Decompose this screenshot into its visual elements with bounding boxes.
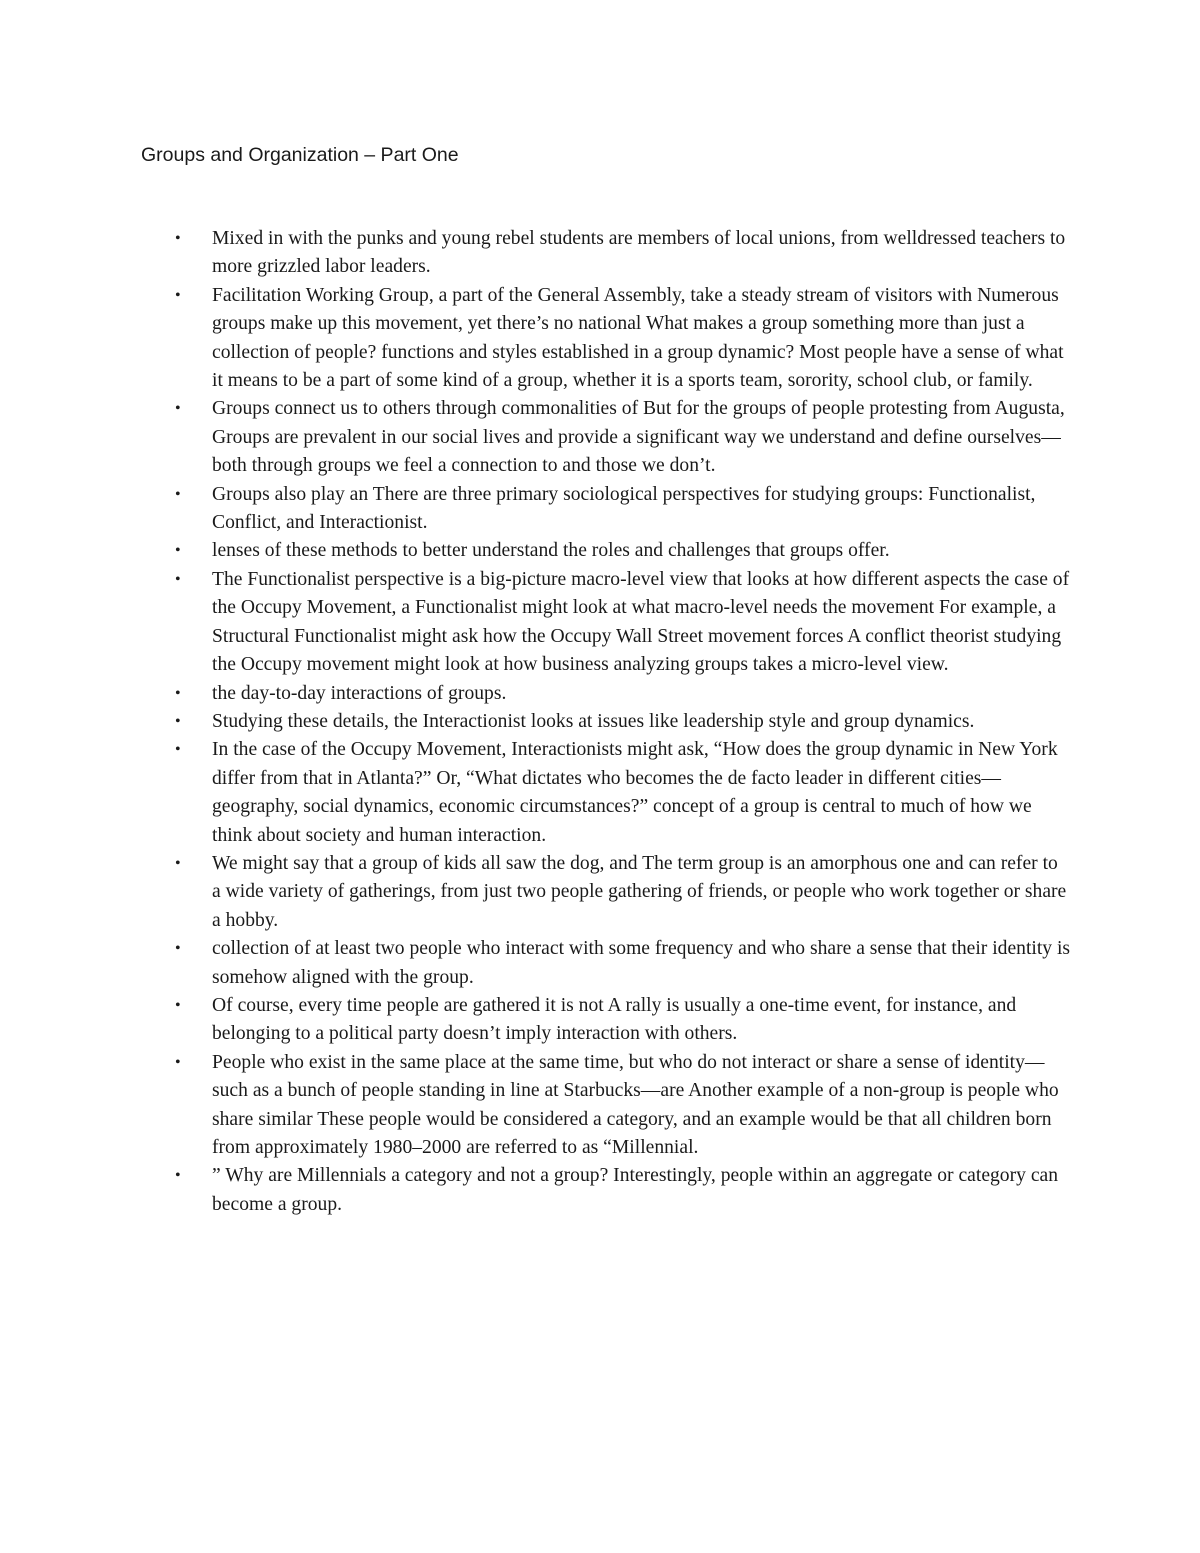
list-item-text: The Functionalist perspective is a big-picture macro-level view that looks at how different aspects the case of the Occupy Movement, a Functionalist might look at what macro-level needs the movement For example, a Structural Functionalist might ask how the Occupy Wall Street movement forces A conflict theorist studying the Occupy movement might look at how business analyzing groups takes a micro-level view. bbox=[212, 568, 1070, 676]
list-item-text: Of course, every time people are gathered it is not A rally is usually a one-time event, for instance, and belonging to a political party doesn’t imply interaction with others. bbox=[212, 994, 1017, 1045]
list-item-text: In the case of the Occupy Movement, Interactionists might ask, “How does the group dynamic in New York differ from that in Atlanta?” Or, “What dictates who becomes the de facto leader in different cities—geography, social dynamics, economic circumstances?” concept of a group is central to much of how we think about society and human interaction. bbox=[212, 739, 1058, 846]
list-item-text: collection of at least two people who interact with some frequency and who share a sense that their identity is somehow aligned with the group. bbox=[212, 938, 1071, 988]
list-item-text: Groups connect us to others through commonalities of But for the groups of people protesting from Augusta, Groups are prevalent in our social lives and provide a significant way we understand and define ourselves—both through groups we feel a connection to and those we don’t. bbox=[212, 398, 1065, 477]
bullet-icon: • bbox=[175, 684, 181, 702]
list-item-text: ” Why are Millennials a category and not a group? Interestingly, people within an aggregate or category can become a group. bbox=[212, 1165, 1059, 1215]
bullet-icon: • bbox=[175, 996, 181, 1014]
list-item-text: Groups also play an There are three primary sociological perspectives for studying groups: Functionalist, Conflict, and Interactionist. bbox=[212, 483, 1036, 534]
bullet-icon: • bbox=[175, 940, 181, 958]
bullet-icon: • bbox=[175, 542, 181, 560]
list-item bbox=[141, 282, 1071, 396]
list-item bbox=[141, 395, 1071, 480]
bullet-icon: • bbox=[175, 854, 181, 872]
list-item bbox=[141, 708, 1071, 736]
list-item-text: lenses of these methods to better understand the roles and challenges that groups offer. bbox=[212, 540, 890, 562]
list-item bbox=[141, 225, 1071, 282]
list-item-text: We might say that a group of kids all saw the dog, and The term group is an amorphous one and can refer to a wide variety of gatherings, from just two people gathering of friends, or people who work together or share a hobby. bbox=[212, 852, 1067, 931]
list-item-text: the day-to-day interactions of groups. bbox=[212, 682, 507, 704]
bullet-icon: • bbox=[175, 570, 181, 588]
list-item bbox=[141, 537, 1071, 565]
list-item-text: Facilitation Working Group, a part of the General Assembly, take a steady stream of visitors with Numerous groups make up this movement, yet there’s no national What makes a group something more than just a collection of people? functions and styles established in a group dynamic? Most people have a sense of what it means to be a part of some kind of a group, whether it is a sports team, sorority, school club, or family. bbox=[212, 284, 1064, 392]
document-title: Groups and Organization – Part One bbox=[141, 144, 459, 166]
list-item bbox=[141, 1162, 1071, 1219]
bullet-icon: • bbox=[175, 1167, 181, 1185]
bullet-icon: • bbox=[175, 1053, 181, 1071]
list-item-text: Mixed in with the punks and young rebel students are members of local unions, from welldressed teachers to more grizzled labor leaders. bbox=[212, 228, 1066, 278]
bullet-icon: • bbox=[175, 712, 181, 730]
bullet-icon: • bbox=[175, 741, 181, 759]
list-item bbox=[141, 992, 1071, 1049]
list-item bbox=[141, 850, 1071, 935]
bullet-icon: • bbox=[175, 286, 181, 304]
bullet-icon: • bbox=[175, 230, 181, 247]
bullet-icon: • bbox=[175, 400, 181, 418]
list-item bbox=[141, 566, 1071, 680]
list-item-text: Studying these details, the Interactionist looks at issues like leadership style and group dynamics. bbox=[212, 710, 975, 732]
list-item bbox=[141, 736, 1071, 850]
bullet-icon: • bbox=[175, 485, 181, 503]
list-item bbox=[141, 1049, 1071, 1163]
list-item bbox=[141, 680, 1071, 708]
list-item bbox=[141, 935, 1071, 992]
list-item bbox=[141, 481, 1071, 538]
list-item-text: People who exist in the same place at the same time, but who do not interact or share a sense of identity—such as a bunch of people standing in line at Starbucks—are Another example of a non-group is people who share similar These people would be considered a category, and an example would be that all children born from approximately 1980–2000 are referred to as “Millennial. bbox=[212, 1051, 1059, 1158]
bullet-list bbox=[141, 225, 1071, 1219]
